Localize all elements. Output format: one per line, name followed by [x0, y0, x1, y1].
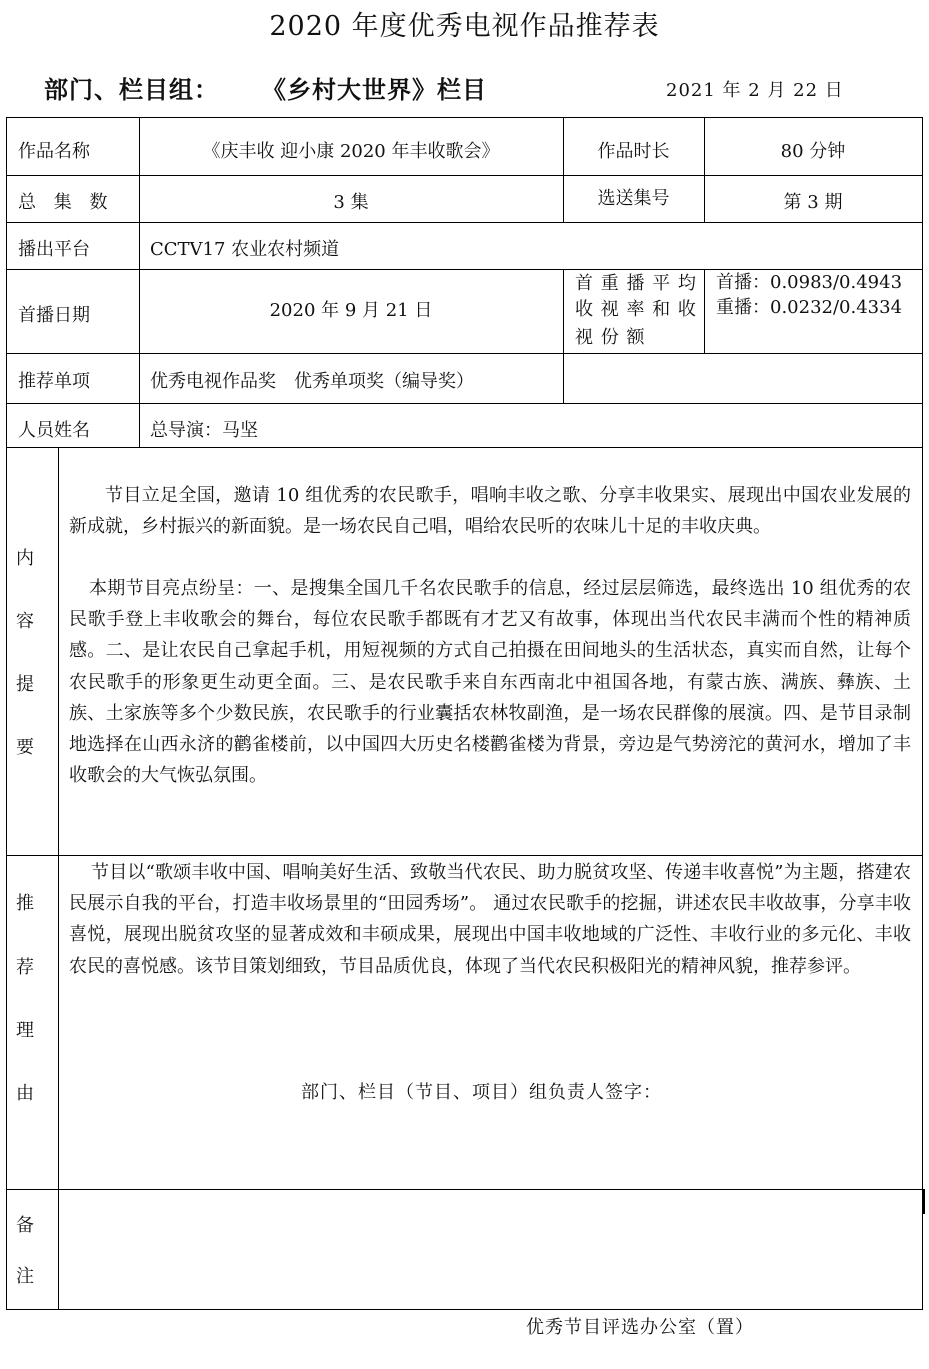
- selected-episode-value: 第 3 期: [783, 192, 843, 213]
- recommend-item-label: 推荐单项: [18, 371, 90, 392]
- premiere-date-label: 首播日期: [18, 305, 90, 326]
- summary-paragraph: 本期节目亮点纷呈：一、是搜集全国几千名农民歌手的信息，经过层层筛选，最终选出 10 组优秀的农民歌手登上丰收歌会的舞台，每位农民歌手都既有才艺又有故事，体现出当代农民丰满而个性的精神质感。二、是让农民自己拿起手机，用短视频的方式自己拍摄在田间地头的生活状态，真实而自然，让每个农民歌手的形象更生动更全面。三、是农民歌手来自东西南北中祖国各地，有蒙古族、满族、彝族、土族、土家族等多个少数民族，农民歌手的行业囊括农林牧副渔，是一场农民群像的展演。四、是节目录制地选择在山西永济的鹳雀楼前，以中国四大历史名楼鹳雀楼为背景，旁边是气势滂沱的黄河水，增加了丰收歌会的大气恢弘氛围。: [69, 578, 911, 787]
- footer-office: 优秀节目评选办公室（置）: [526, 1317, 754, 1338]
- reason-label-char: 推: [16, 893, 34, 914]
- duration-label: 作品时长: [597, 141, 670, 162]
- ratings-label-line: 首 重 播 平 均: [575, 273, 697, 294]
- work-name-value: 《庆丰收 迎小康 2020 年丰收歌会》: [202, 141, 500, 162]
- remarks-field: [59, 1190, 922, 1309]
- form-date: 2021 年 2 月 22 日: [666, 80, 844, 101]
- summary-paragraph: 节目立足全国，邀请 10 组优秀的农民歌手，唱响丰收之歌、分享丰收果实、展现出中国农业发展的新成就，乡村振兴的新面貌。是一场农民自己唱，唱给农民听的农味儿十足的丰收庆典。: [69, 485, 911, 538]
- premiere-date-value: 2020 年 9 月 21 日: [269, 300, 433, 321]
- platform-label: 播出平台: [18, 239, 90, 260]
- ratings-label-line: 视 份 额: [575, 327, 646, 348]
- ratings-first-broadcast: 首播：0.0983/0.4943: [716, 272, 903, 293]
- reason-label-char: 荐: [16, 957, 34, 978]
- remarks-label-char: 备: [16, 1215, 34, 1236]
- person-value: 总导演：马坚: [150, 420, 258, 441]
- platform-value: CCTV17 农业农村频道: [150, 239, 340, 260]
- recommend-item-value: 优秀电视作品奖 优秀单项奖（编导奖）: [150, 371, 474, 392]
- summary-label-char: 提: [16, 674, 34, 695]
- work-name-label: 作品名称: [18, 141, 90, 162]
- summary-label-char: 容: [16, 611, 34, 632]
- remarks-label-char: 注: [16, 1266, 34, 1287]
- summary-label-char: 要: [16, 737, 34, 758]
- department-value: 《乡村大世界》栏目: [262, 76, 487, 104]
- signature-label: 部门、栏目（节目、项目）组负责人签字：: [301, 1082, 662, 1103]
- reason-paragraph: 节目以“歌颂丰收中国、唱响美好生活、致敬当代农民、助力脱贫攻坚、传递丰收喜悦”为主题，搭建农民展示自我的平台，打造丰收场景里的“田园秀场”。 通过农民歌手的挖掘，讲述农民丰收故事，分享丰收喜悦，展现出脱贫攻坚的显著成效和丰硕成果，展现出中国丰收地域的广泛性、丰收行业的多元化、丰收农民的喜悦感。该节目策划细致，节目品质优良，体现了当代农民积极阳光的精神风貌，推荐参评。: [69, 862, 911, 977]
- department-label: 部门、栏目组：: [44, 76, 219, 104]
- reason-label-char: 理: [16, 1020, 34, 1041]
- duration-value: 80 分钟: [780, 141, 846, 162]
- selected-episode-label: 选送集号: [597, 188, 670, 209]
- person-label: 人员姓名: [18, 420, 90, 441]
- summary-label-char: 内: [16, 548, 34, 569]
- episodes-label: 总 集 数: [18, 192, 114, 213]
- reason-label-char: 由: [16, 1083, 34, 1104]
- ratings-repeat-broadcast: 重播：0.0232/0.4334: [716, 297, 903, 318]
- form-title: 2020 年度优秀电视作品推荐表: [269, 11, 660, 42]
- episodes-value: 3 集: [333, 192, 369, 213]
- ratings-label-line: 收 视 率 和 收: [575, 299, 697, 320]
